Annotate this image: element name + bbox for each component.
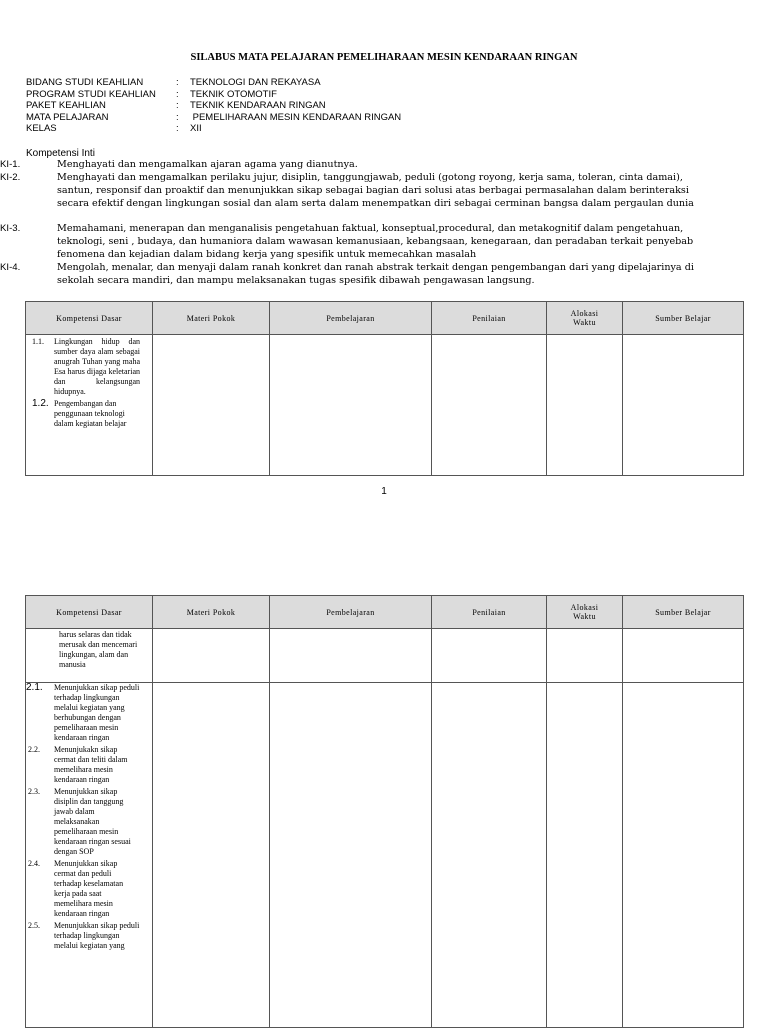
- kd-number: 2.5.: [28, 921, 40, 930]
- header-alokasi-waktu: Alokasi Waktu: [547, 596, 623, 629]
- header-kompetensi-dasar: Kompetensi Dasar: [26, 596, 153, 629]
- sumber-belajar-cell: [623, 683, 744, 1028]
- table-header-row: [26, 596, 744, 629]
- meta-value: PEMELIHARAAN MESIN KENDARAAN RINGAN: [190, 111, 402, 123]
- kd-text: Menunjukkan sikap peduli terhadap lingkungan melalui kegiatan yang: [54, 921, 140, 950]
- kd-number: 2.4.: [28, 859, 40, 868]
- pembelajaran-cell: [270, 683, 432, 1028]
- kd-text: Menunjukakn sikap cermat dan teliti dalam memelihara mesin kendaraan ringan: [54, 745, 128, 784]
- meta-label: PAKET KEAHLIAN: [26, 100, 106, 111]
- ki-text: Mengolah, menalar, dan menyaji dalam ranah konkret dan ranah abstrak terkait dengan pengembangan dari yang dipelajarinya di sekolah secara mandiri, dan mampu melaksanakan tugas spesifik dibawah pengawasan langsung.: [57, 262, 694, 286]
- table-row: [26, 629, 744, 683]
- table-row: [26, 335, 744, 476]
- meta-colon: :: [176, 77, 179, 88]
- header-pembelajaran: Pembelajaran: [270, 302, 432, 335]
- document-title: SILABUS MATA PELAJARAN PEMELIHARAAN MESIN KENDARAAN RINGAN: [190, 52, 578, 63]
- syllabus-table-page-1: [25, 301, 744, 476]
- kd-item: [26, 921, 152, 951]
- meta-value: TEKNIK KENDARAAN RINGAN: [190, 100, 326, 111]
- header-penilaian: Penilaian: [432, 302, 547, 335]
- kd-item: [26, 787, 152, 857]
- ki-code: KI-1.: [0, 159, 21, 170]
- ki-text: Menghayati dan mengamalkan ajaran agama yang dianutnya.: [57, 159, 358, 170]
- kd-text: Pengembangan dan penggunaan teknologi dalam kegiatan belajar: [54, 399, 127, 428]
- penilaian-cell: [432, 335, 547, 476]
- ki-item: [0, 159, 720, 172]
- ki-code: KI-2.: [0, 172, 21, 183]
- kompetensi-dasar-cell: [26, 629, 153, 683]
- page-number: 1: [381, 486, 387, 497]
- ki-heading: Kompetensi Inti: [26, 148, 95, 159]
- kd-text: Lingkungan hidup dan sumber daya alam sebagai anugrah Tuhan yang maha Esa harus dijaga keletarian dan kelangsungan hidupnya.: [54, 337, 140, 396]
- header-penilaian: Penilaian: [432, 596, 547, 629]
- kd-number: 1.1.: [32, 337, 44, 346]
- kd-number: 2.3.: [28, 787, 40, 796]
- sumber-belajar-cell: [623, 335, 744, 476]
- meta-label: BIDANG STUDI KEAHLIAN: [26, 77, 144, 88]
- penilaian-cell: [432, 629, 547, 683]
- header-materi-pokok: Materi Pokok: [153, 596, 270, 629]
- header-pembelajaran: Pembelajaran: [270, 596, 432, 629]
- meta-colon: :: [176, 123, 179, 134]
- kd-text: Menunjukkan sikap peduli terhadap lingkungan melalui kegiatan yang berhubungan dengan pemeliharaan mesin kendaraan ringan: [54, 683, 140, 742]
- meta-value: TEKNIK OTOMOTIF: [190, 88, 277, 100]
- header-kompetensi-dasar: Kompetensi Dasar: [26, 302, 153, 335]
- meta-label: KELAS: [26, 123, 57, 134]
- ki-item: [0, 172, 720, 210]
- kd-item: [26, 683, 152, 743]
- kd-item: [26, 859, 152, 919]
- meta-value: XII: [190, 123, 202, 134]
- kd-item: [26, 745, 152, 785]
- meta-value: TEKNOLOGI DAN REKAYASA: [190, 77, 321, 88]
- kd-number: 1.2.: [32, 398, 49, 409]
- meta-row: [26, 89, 401, 101]
- meta-row: [26, 123, 401, 135]
- materi-pokok-cell: [153, 335, 270, 476]
- alokasi-waktu-cell: [547, 335, 623, 476]
- header-materi-pokok: Materi Pokok: [153, 302, 270, 335]
- header-alokasi-waktu: Alokasi Waktu: [547, 302, 623, 335]
- ki-text: Memahamani, menerapan dan menganalisis pengetahuan faktual, konseptual,procedural, dan metakognitif dalam pengetahuan, teknologi, seni , budaya, dan humaniora dalam wawasan kemanusiaan, kebangsaan, kenegaraan, dan peradaban terkait penyebab fenomena dan kejadian dalam bidang kerja yang spesifik untuk memecahkan masalah: [57, 223, 694, 260]
- meta-colon: :: [176, 88, 179, 100]
- meta-colon: :: [176, 111, 179, 123]
- meta-colon: :: [176, 100, 179, 111]
- kd-item: [26, 399, 152, 429]
- meta-row: [26, 112, 401, 124]
- syllabus-table-page-2: [25, 595, 744, 1028]
- meta-label: PROGRAM STUDI KEAHLIAN: [26, 88, 156, 100]
- kd-text: Menunjukkan sikap disiplin dan tanggung jawab dalam melaksanakan pemeliharaan mesin kendaraan ringan sesuai dengan SOP: [54, 787, 131, 856]
- meta-block: [26, 77, 401, 135]
- sumber-belajar-cell: [623, 629, 744, 683]
- header-sumber-belajar: Sumber Belajar: [623, 596, 744, 629]
- table-row: [26, 683, 744, 1028]
- kompetensi-dasar-cell: [26, 683, 153, 1028]
- materi-pokok-cell: [153, 629, 270, 683]
- alokasi-waktu-cell: [547, 629, 623, 683]
- header-sumber-belajar: Sumber Belajar: [623, 302, 744, 335]
- ki-code: KI-3.: [0, 223, 21, 234]
- ki-text: Menghayati dan mengamalkan perilaku jujur, disiplin, tanggungjawab, peduli (gotong royong, kerja sama, toleran, cinta damai), santun, responsif dan proaktif dan menunjukkan sikap sebagai bagian dari solusi atas berbagai permasalahan dalam berinteraksi secara efektif dengan lingkungan sosial dan alam serta dalam menempatkan diri sebagai cerminan bangsa dalam pergaulan dunia: [57, 172, 694, 209]
- meta-row: [26, 100, 401, 112]
- kd-number: 2.1.: [26, 682, 43, 693]
- kompetensi-dasar-cell: [26, 335, 153, 476]
- table-header-row: [26, 302, 744, 335]
- meta-label: MATA PELAJARAN: [26, 111, 109, 123]
- materi-pokok-cell: [153, 683, 270, 1028]
- kd-item: [26, 337, 152, 397]
- pembelajaran-cell: [270, 335, 432, 476]
- ki-code: KI-4.: [0, 262, 21, 273]
- alokasi-waktu-cell: [547, 683, 623, 1028]
- pembelajaran-cell: [270, 629, 432, 683]
- kd-number: 2.2.: [28, 745, 40, 754]
- penilaian-cell: [432, 683, 547, 1028]
- kd-continuation-text: harus selaras dan tidak merusak dan mencemari lingkungan, alam dan manusia: [59, 630, 138, 669]
- ki-item: [0, 223, 720, 261]
- kd-text: Menunjukkan sikap cermat dan peduli terhadap keselamatan kerja pada saat memelihara mesin kendaraan ringan: [54, 859, 124, 918]
- meta-row: [26, 77, 401, 89]
- ki-item: [0, 262, 720, 288]
